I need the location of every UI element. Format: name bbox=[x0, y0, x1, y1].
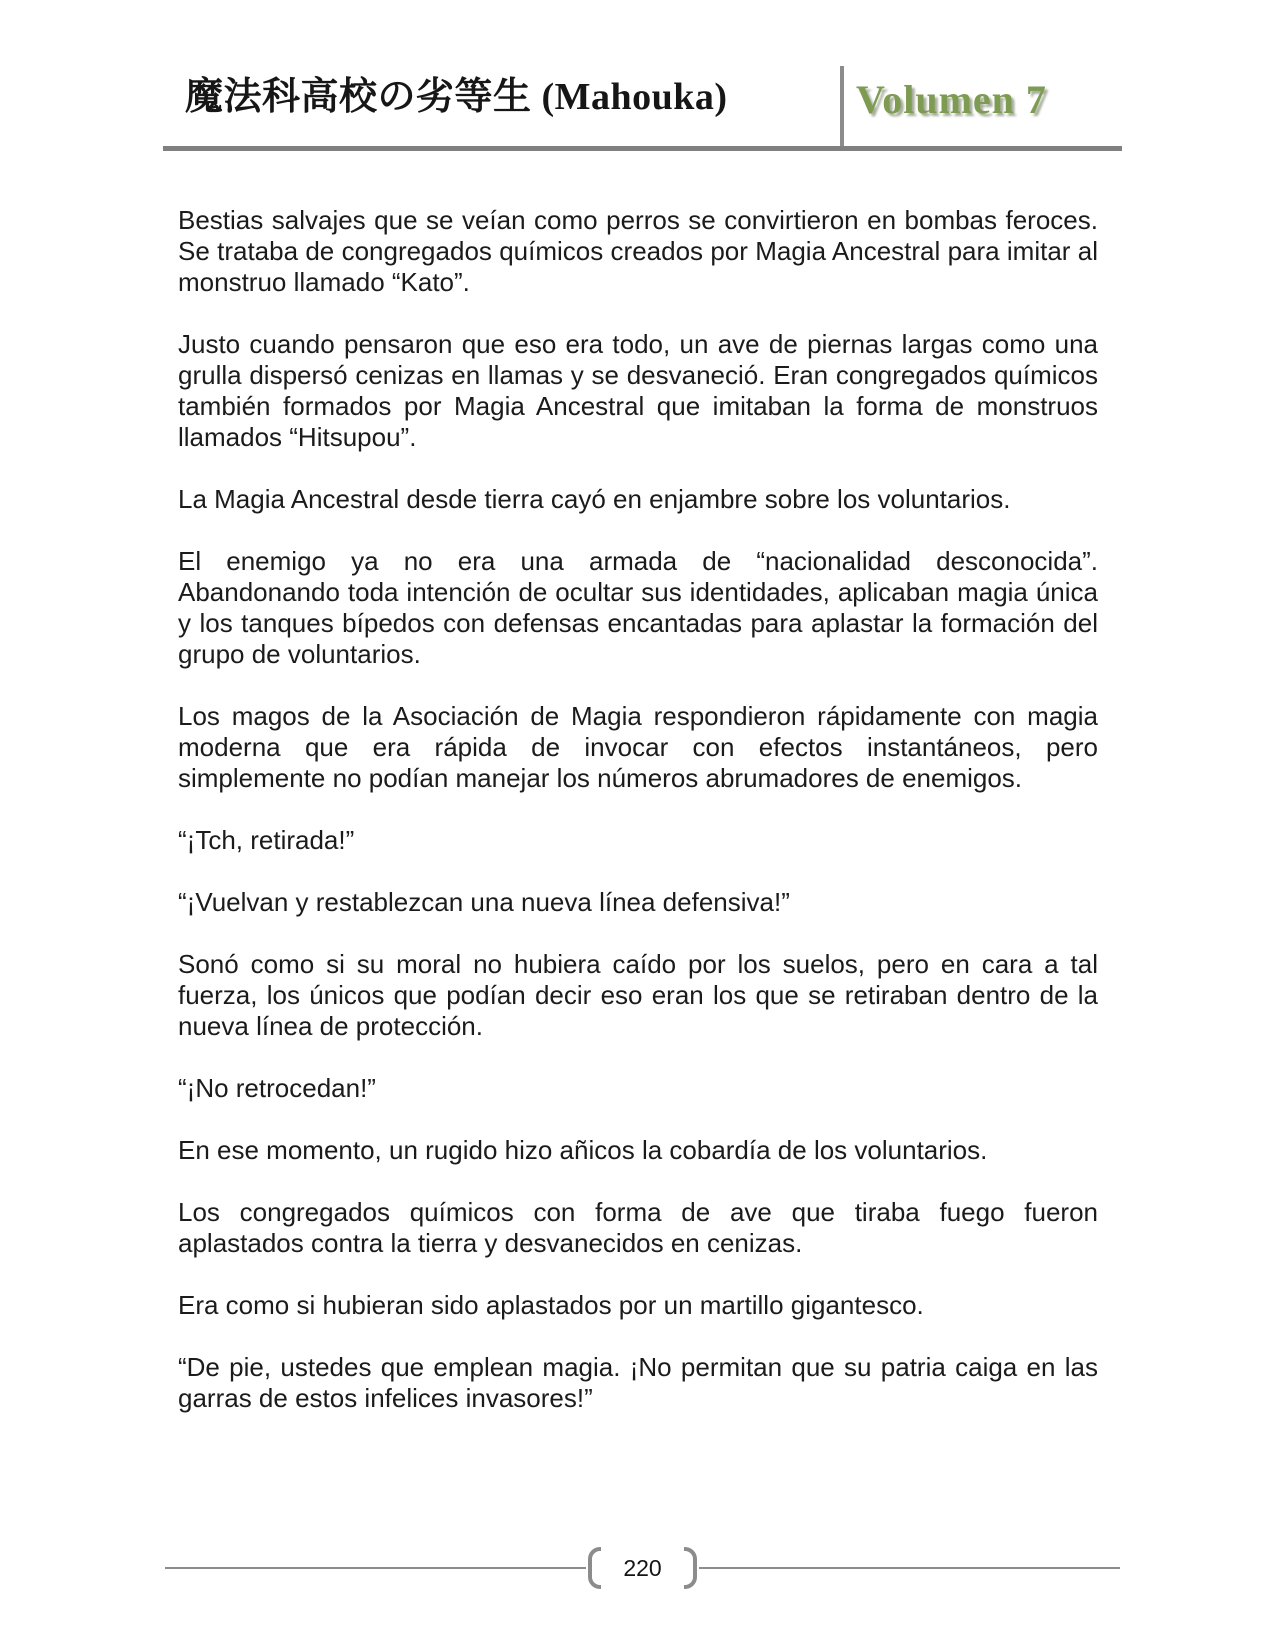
paragraph: Los magos de la Asociación de Magia respondieron rápidamente con magia moderna que era rápida de invocar con efectos instantáneos, pero simplemente no podían manejar los números abrumadores de enemigos. bbox=[178, 701, 1098, 793]
dialogue-line: “¡Tch, retirada!” bbox=[178, 825, 355, 855]
header-divider bbox=[840, 66, 844, 151]
page-number: 220 bbox=[623, 1554, 662, 1581]
dialogue-line: “¡No retrocedan!” bbox=[178, 1073, 376, 1103]
paragraph: En ese momento, un rugido hizo añicos la cobardía de los voluntarios. bbox=[178, 1135, 988, 1165]
dialogue-line: “De pie, ustedes que emplean magia. ¡No permitan que su patria caiga en las garras de estos infelices invasores!” bbox=[178, 1352, 1098, 1413]
paragraph: La Magia Ancestral desde tierra cayó en enjambre sobre los voluntarios. bbox=[178, 484, 1011, 514]
paragraph: Era como si hubieran sido aplastados por un martillo gigantesco. bbox=[178, 1290, 924, 1320]
paragraph: Bestias salvajes que se veían como perros se convirtieron en bombas feroces. Se trataba de congregados químicos creados por Magia Ancestral para imitar al monstruo llamado “Kato”. bbox=[178, 205, 1098, 297]
footer-rule-left bbox=[165, 1567, 586, 1569]
volume-label: Volumen 7 bbox=[856, 77, 1047, 122]
page-footer bbox=[165, 1545, 1120, 1591]
dialogue-line: “¡Vuelvan y restablezcan una nueva línea defensiva!” bbox=[178, 887, 790, 917]
paragraph: Justo cuando pensaron que eso era todo, un ave de piernas largas como una grulla dispersó cenizas en llamas y se desvaneció. Eran congregados químicos también formados por Magia Ancestral que imitaban la forma de monstruos llamados “Hitsupou”. bbox=[178, 329, 1098, 452]
page-body bbox=[178, 205, 1098, 1445]
paragraph: El enemigo ya no era una armada de “nacionalidad desconocida”. Abandonando toda intención de ocultar sus identidades, aplicaban magia única y los tanques bípedos con defensas encantadas para aplastar la formación del grupo de voluntarios. bbox=[178, 546, 1098, 669]
page-header bbox=[0, 0, 1275, 160]
page-number-bracket-left bbox=[588, 1547, 601, 1589]
page-number-bracket-right bbox=[684, 1547, 697, 1589]
header-rule bbox=[163, 146, 1122, 151]
paragraph: Sonó como si su moral no hubiera caído por los suelos, pero en cara a tal fuerza, los únicos que podían decir eso eran los que se retiraban dentro de la nueva línea de protección. bbox=[178, 949, 1098, 1041]
footer-rule-right bbox=[699, 1567, 1120, 1569]
paragraph: Los congregados químicos con forma de ave que tiraba fuego fueron aplastados contra la tierra y desvanecidos en cenizas. bbox=[178, 1197, 1098, 1258]
page-title: 魔法科高校の劣等生 (Mahouka) bbox=[185, 76, 728, 118]
